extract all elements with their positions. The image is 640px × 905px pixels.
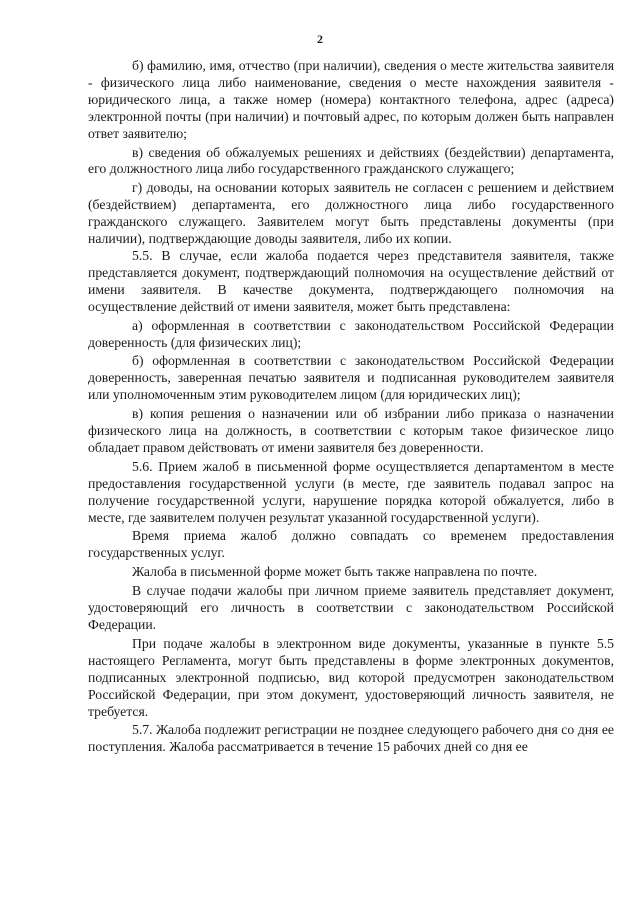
paragraph-b-legal-entity-attorney: б) оформленная в соответствии с законодательством Российской Федерации доверенность, заверенная печатью заявителя и подписанная руководителем заявителя или уполномоченным этим руководителем лицом (для юридических лиц); <box>88 353 614 403</box>
paragraph-v-appointment-copy: в) копия решения о назначении или об избрании либо приказа о назначении физического лица на должность, в соответствии с которым такое физическое лицо обладает правом действовать от имени заявителя без доверенности. <box>88 406 614 455</box>
paragraph-by-mail: Жалоба в письменной форме может быть также направлена по почте. <box>132 564 538 580</box>
paragraph-electronic-submission: При подаче жалобы в электронном виде документы, указанные в пункте 5.5 настоящего Регламента, могут быть представлены в форме электронных документов, подписанных электронной подписью, вид которой предусмотрен законодательством Российской Федерации, при этом документ, удостоверяющий личность заявителя, не требуется. <box>88 635 614 719</box>
paragraph-personal-reception: В случае подачи жалобы при личном приеме заявитель представляет документ, удостоверяющий его личность в соответствии с законодательством Российской Федерации. <box>88 583 614 632</box>
paragraph-b-applicant-details: б) фамилию, имя, отчество (при наличии), сведения о месте жительства заявителя - физического лица либо наименование, сведения о месте нахождения заявителя - юридического лица, а также номер (номера) контактного телефона, адрес (адреса) электронной почты (при наличии) и почтовый адрес, по которым должен быть направлен ответ заявителю; <box>88 58 614 141</box>
paragraph-g-arguments: г) доводы, на основании которых заявитель не согласен с решением и действием (бездействием) департамента, его должностного лица либо государственного гражданского служащего. Заявителем могут быть представлены документы (при наличии), подтверждающие доводы заявителя, либо их копии. <box>88 180 614 247</box>
document-body <box>88 58 614 756</box>
paragraph-v-appealed-decisions: в) сведения об обжалуемых решениях и действиях (бездействии) департамента, его должностного лица либо государственного гражданского служащего; <box>88 144 614 177</box>
page-number: 2 <box>317 32 323 46</box>
paragraph-reception-time: Время приема жалоб должно совпадать со временем предоставления государственных услуг. <box>88 528 614 561</box>
paragraph-5-5-representative: 5.5. В случае, если жалоба подается через представителя заявителя, также представляется документ, подтверждающий полномочия на осуществление действий от имени заявителя. В качестве документа, подтверждающего полномочия на осуществление действий от имени заявителя, может быть представлена: <box>88 247 614 314</box>
paragraph-5-6-written-complaints: 5.6. Прием жалоб в письменной форме осуществляется департаментом в месте предоставления государственной услуги (в месте, где заявитель подавал запрос на получение государственной услуги, нарушение порядка которой обжалуется, либо в месте, где заявителем получен результат указанной государственной услуги). <box>88 458 614 525</box>
paragraph-a-power-of-attorney: а) оформленная в соответствии с законодательством Российской Федерации доверенность (для физических лиц); <box>88 317 614 350</box>
paragraph-5-7-registration: 5.7. Жалоба подлежит регистрации не позднее следующего рабочего дня со дня ее поступления. Жалоба рассматривается в течение 15 рабочих дней со дня ее <box>88 722 614 755</box>
